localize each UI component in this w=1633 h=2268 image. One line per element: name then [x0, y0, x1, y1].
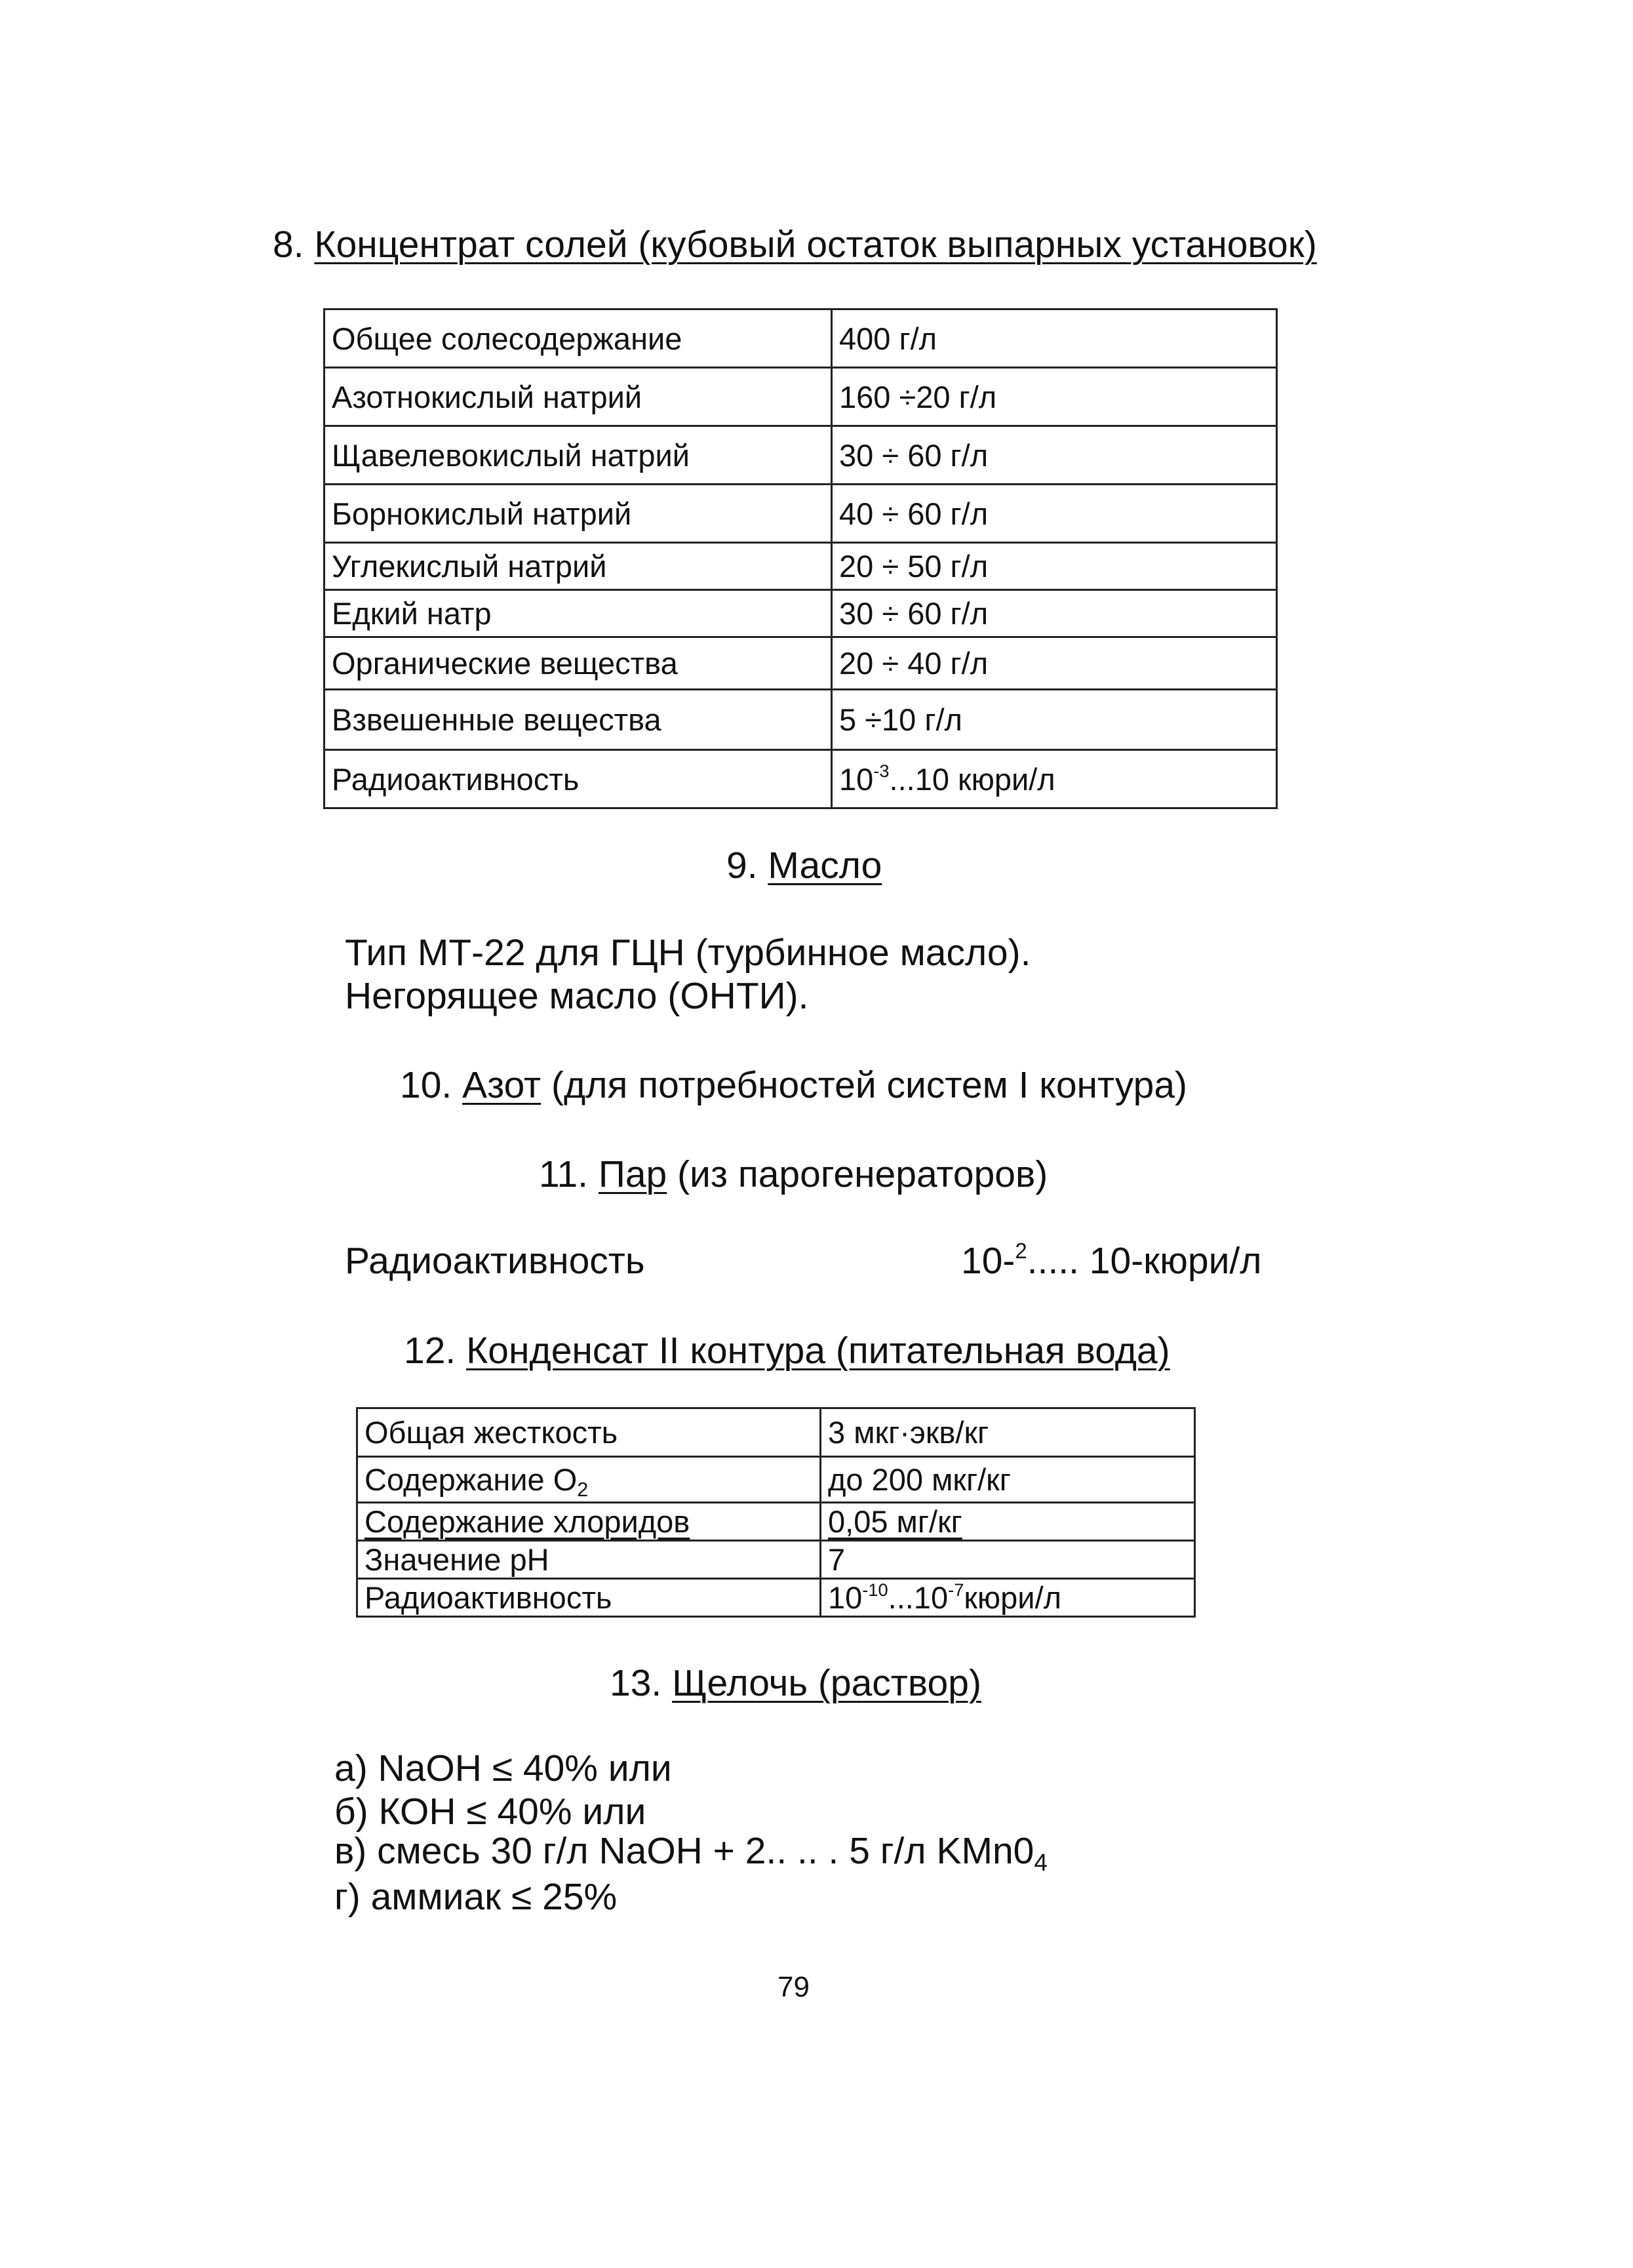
table-row [325, 590, 1277, 637]
row-value: 20 ÷ 40 г/л [832, 637, 1277, 690]
section-number: 13. [610, 1662, 662, 1704]
row-value [821, 1579, 1195, 1617]
table-row [357, 1457, 1195, 1503]
row-value: 0,05 мг/кг [821, 1503, 1195, 1541]
section-13-heading [610, 1660, 981, 1706]
table-row [357, 1503, 1195, 1541]
value-exponent-2: -7 [948, 1579, 964, 1600]
row-name: Содержание хлоридов [357, 1503, 821, 1541]
table-row [357, 1541, 1195, 1579]
value-rest: кюри/л [964, 1580, 1062, 1615]
row-name: Органические вещества [325, 637, 832, 690]
section-number: 9. [726, 845, 758, 886]
section-title: Щелочь (раствор) [672, 1662, 981, 1704]
alkali-item-c [334, 1829, 1048, 1877]
steam-radioactivity-label: Радиоактивность [345, 1240, 645, 1282]
row-name: Углекислый натрий [325, 543, 832, 590]
table-row [357, 1408, 1195, 1457]
row-value [832, 750, 1277, 808]
value-base: 10- [961, 1240, 1015, 1282]
row-name: Азотнокислый натрий [325, 368, 832, 426]
row-value: 160 ÷20 г/л [832, 368, 1277, 426]
section-number: 8. [273, 224, 304, 266]
value-exponent: -10 [862, 1579, 888, 1600]
row-value: 3 мкг·экв/кг [821, 1408, 1195, 1457]
condensate-table [356, 1407, 1196, 1618]
row-name: Общая жесткость [357, 1408, 821, 1457]
section-title: Азот [462, 1064, 541, 1106]
row-value: 40 ÷ 60 г/л [832, 485, 1277, 543]
row-value: 400 г/л [832, 309, 1277, 368]
section-subtitle: (из парогенераторов) [667, 1153, 1048, 1195]
row-value: 30 ÷ 60 г/л [832, 590, 1277, 637]
section-9-heading [726, 843, 882, 888]
table-row [325, 543, 1277, 590]
section-8-heading [273, 222, 1317, 268]
alkali-item-b: б) КОН ≤ 40% или [334, 1791, 646, 1833]
section-number: 12. [404, 1330, 456, 1372]
item-subscript: 4 [1034, 1848, 1048, 1877]
alkali-item-a: а) NaOH ≤ 40% или [334, 1747, 672, 1789]
salt-concentrate-table [323, 308, 1278, 809]
section-title: Пар [598, 1153, 667, 1195]
row-name: Едкий натр [325, 590, 832, 637]
value-rest: ...10 кюри/л [889, 761, 1055, 797]
page-number: 79 [777, 1971, 810, 2003]
section-subtitle: (для потребностей систем I контура) [541, 1064, 1188, 1106]
table-row [325, 637, 1277, 690]
row-name: Борнокислый натрий [325, 485, 832, 543]
row-value: 5 ÷10 г/л [832, 690, 1277, 750]
oil-description-line-1: Тип МТ-22 для ГЦН (турбинное масло). [345, 932, 1031, 974]
alkali-item-d: г) аммиак ≤ 25% [334, 1876, 618, 1918]
row-name: Значение рН [357, 1541, 821, 1579]
row-name: Общее солесодержание [325, 309, 832, 368]
value-base: 10 [828, 1580, 863, 1615]
row-name-subscript: 2 [577, 1479, 589, 1502]
section-title: Концентрат солей (кубовый остаток выпарных установок) [314, 224, 1317, 266]
section-number: 11. [539, 1153, 589, 1195]
section-title: Масло [768, 845, 882, 886]
section-title: Конденсат II контура (питательная вода) [466, 1330, 1170, 1372]
row-name: Щавелевокислый натрий [325, 426, 832, 485]
oil-description-line-2: Негорящее масло (ОНТИ). [345, 975, 809, 1017]
value-exponent: -3 [873, 761, 890, 782]
value-rest: ..... 10-кюри/л [1027, 1240, 1262, 1282]
row-value: 20 ÷ 50 г/л [832, 543, 1277, 590]
row-name: Взвешенные вещества [325, 690, 832, 750]
table-row [325, 368, 1277, 426]
table-row [325, 485, 1277, 543]
row-value: 7 [821, 1541, 1195, 1579]
value-middle: ...10 [888, 1580, 949, 1615]
table-row [325, 690, 1277, 750]
row-name-text: Содержание O [364, 1462, 578, 1497]
table-row [357, 1579, 1195, 1617]
section-12-heading [404, 1328, 1170, 1374]
steam-radioactivity-value [961, 1239, 1262, 1288]
row-name [357, 1457, 821, 1503]
table-row [325, 750, 1277, 808]
section-10-heading [400, 1062, 1187, 1108]
section-number: 10. [400, 1064, 452, 1106]
table-row [325, 426, 1277, 485]
section-11-heading [539, 1151, 1048, 1197]
table-row [325, 309, 1277, 368]
row-value: 30 ÷ 60 г/л [832, 426, 1277, 485]
value-base: 10 [839, 761, 874, 797]
row-name: Радиоактивность [357, 1579, 821, 1617]
row-name: Радиоактивность [325, 750, 832, 808]
row-value: до 200 мкг/кг [821, 1457, 1195, 1503]
item-text: в) смесь 30 г/л NaOH + 2.. .. . 5 г/л KMn0 [334, 1830, 1034, 1872]
value-exponent: 2 [1015, 1239, 1027, 1263]
